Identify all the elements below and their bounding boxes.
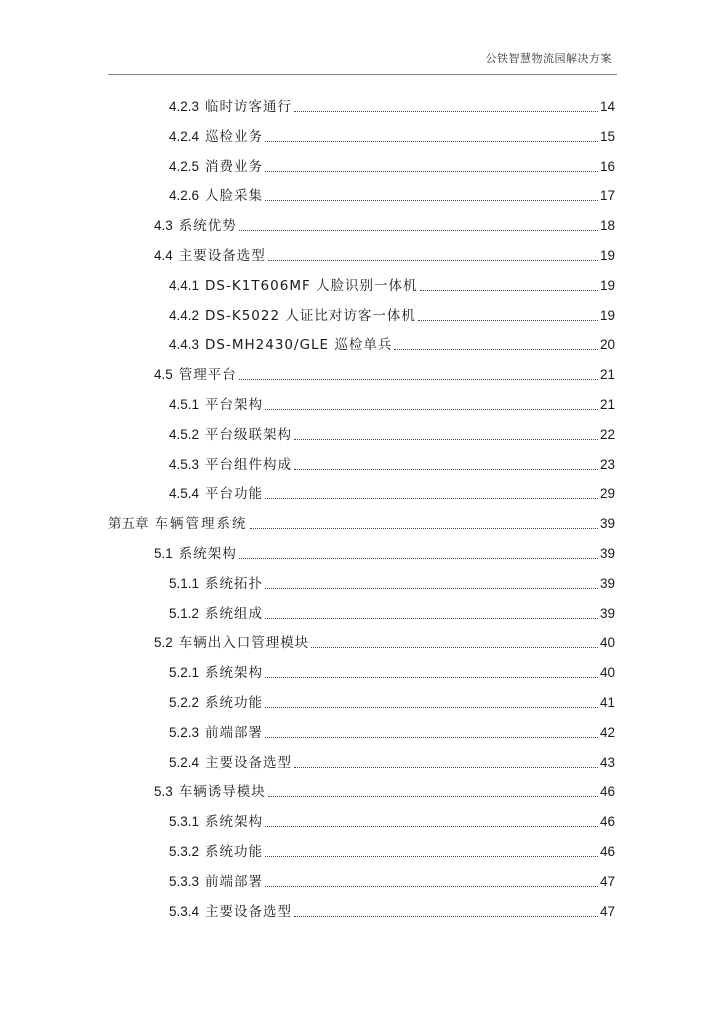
toc-entry-title: DS-K5022 人证比对访客一体机 [205, 307, 416, 324]
toc-entry-title: 平台功能 [205, 486, 264, 503]
toc-dot-leader [265, 498, 598, 499]
toc-dot-leader [250, 528, 598, 529]
toc-entry-number: 5.3.1 [169, 814, 200, 830]
toc-entry-label [169, 277, 418, 295]
toc-entry-page-number: 47 [599, 903, 615, 919]
toc-entry-page-number: 16 [599, 158, 615, 174]
toc-entry[interactable] [169, 303, 615, 325]
toc-dot-leader [265, 409, 598, 410]
toc-entry-label [169, 396, 263, 414]
toc-entry-number: 5.3.2 [169, 844, 200, 859]
toc-dot-leader [265, 588, 598, 589]
toc-entry-label [169, 456, 292, 474]
toc-entry-label [169, 813, 263, 831]
toc-entry-number: 4.5.4 [169, 486, 200, 502]
toc-entry[interactable] [154, 779, 615, 801]
toc-entry-title: 人脸采集 [205, 188, 264, 205]
toc-entry-page-number: 40 [599, 635, 615, 651]
toc-entry[interactable] [169, 571, 615, 593]
toc-dot-leader [294, 916, 598, 917]
toc-entry-label [169, 873, 263, 891]
toc-entry-label [169, 694, 263, 712]
toc-dot-leader [265, 737, 598, 738]
toc-entry-label [169, 187, 263, 205]
toc-entry-number: 5.2.3 [169, 724, 200, 740]
toc-entry[interactable] [169, 899, 615, 921]
toc-entry-number: 4.5.2 [169, 426, 200, 442]
toc-entry-number: 4.4.1 [169, 277, 200, 293]
toc-entry-page-number: 46 [599, 844, 615, 859]
toc-entry-label [169, 307, 416, 325]
toc-dot-leader [294, 439, 598, 440]
toc-dot-leader [239, 230, 598, 231]
toc-dot-leader [265, 886, 598, 887]
toc-entry-label [169, 485, 263, 503]
toc-entry-title: 车辆管理系统 [154, 516, 248, 533]
toc-entry[interactable] [169, 452, 615, 474]
toc-entry-title: 临时访客通行 [205, 99, 293, 115]
toc-entry-number: 4.2.5 [169, 158, 200, 174]
toc-entry[interactable] [154, 362, 615, 384]
toc-entry-label [169, 128, 263, 146]
toc-entry-title: DS-K1T606MF 人脸识别一体机 [205, 277, 418, 294]
toc-entry-label [169, 605, 263, 623]
toc-entry-page-number: 40 [599, 665, 615, 681]
toc-entry-title: 系统功能 [205, 844, 264, 860]
toc-dot-leader [239, 558, 598, 559]
toc-dot-leader [265, 677, 598, 678]
header-divider [108, 74, 617, 75]
toc-entry-page-number: 29 [599, 486, 615, 502]
toc-entry-number: 5.1.2 [169, 605, 200, 621]
toc-dot-leader [311, 647, 598, 648]
toc-entry-title: 主要设备选型 [205, 903, 293, 920]
toc-dot-leader [294, 469, 598, 470]
toc-entry-title: 平台级联架构 [205, 426, 293, 443]
toc-dot-leader [265, 141, 598, 142]
toc-entry[interactable] [169, 273, 615, 295]
toc-entry-title: 系统架构 [205, 814, 264, 831]
toc-entry-label [154, 545, 237, 563]
toc-entry[interactable] [169, 720, 615, 742]
toc-entry-title: 系统功能 [205, 695, 264, 711]
toc-entry-page-number: 39 [599, 516, 615, 532]
toc-entry-title: 巡检业务 [205, 128, 264, 145]
toc-entry-label [169, 903, 292, 921]
toc-entry-number: 4.4.2 [169, 307, 200, 323]
toc-entry-number: 5.2.2 [169, 695, 200, 710]
toc-entry-page-number: 46 [599, 784, 615, 800]
toc-entry-number: 5.1 [154, 546, 173, 561]
toc-entry[interactable] [169, 660, 615, 682]
toc-entry[interactable] [169, 750, 615, 772]
toc-entry-number: 4.4 [154, 248, 173, 263]
toc-entry-page-number: 39 [599, 575, 615, 591]
toc-entry[interactable] [169, 183, 615, 205]
toc-entry-number: 5.2.4 [169, 754, 200, 770]
toc-entry-number: 第五章 [108, 516, 149, 532]
toc-entry-title: 系统架构 [178, 546, 237, 562]
toc-dot-leader [265, 707, 598, 708]
toc-entry-title: 消费业务 [205, 158, 264, 175]
toc-entry-label [154, 247, 266, 265]
toc-entry-page-number: 23 [599, 456, 615, 472]
toc-entry-page-number: 46 [599, 814, 615, 830]
toc-entry-title: 管理平台 [178, 367, 237, 384]
toc-entry-label [169, 843, 263, 861]
toc-entry-number: 4.4.3 [169, 337, 200, 353]
toc-entry-page-number: 19 [599, 248, 615, 263]
toc-dot-leader [265, 618, 598, 619]
toc-dot-leader [294, 111, 598, 112]
toc-entry-title: 车辆出入口管理模块 [178, 635, 310, 652]
toc-entry-page-number: 22 [599, 426, 615, 442]
toc-entry-label [169, 664, 263, 682]
toc-entry[interactable] [169, 332, 615, 354]
toc-entry-page-number: 17 [599, 188, 615, 204]
toc-entry-number: 4.2.6 [169, 188, 200, 204]
toc-entry-title: 系统优势 [178, 218, 237, 235]
toc-entry[interactable] [169, 869, 615, 891]
toc-entry[interactable] [169, 124, 615, 146]
toc-entry-title: 平台架构 [205, 397, 264, 413]
toc-entry-number: 5.3.3 [169, 873, 200, 889]
toc-entry-label [169, 98, 292, 116]
toc-entry-label [169, 754, 292, 772]
toc-entry-title: 主要设备选型 [205, 754, 293, 771]
toc-entry-label [169, 336, 392, 354]
toc-entry[interactable] [108, 511, 615, 533]
toc-entry-page-number: 39 [599, 546, 615, 561]
toc-dot-leader [420, 290, 598, 291]
toc-dot-leader [268, 796, 598, 797]
toc-entry-title: 前端部署 [205, 724, 264, 741]
toc-entry[interactable] [169, 839, 615, 861]
toc-entry-number: 5.3.4 [169, 903, 200, 919]
toc-entry-label [154, 783, 266, 801]
toc-dot-leader [294, 767, 598, 768]
toc-entry[interactable] [169, 690, 615, 712]
toc-entry-label [154, 634, 309, 652]
toc-entry-title: 系统组成 [205, 605, 264, 622]
toc-entry-label [154, 217, 237, 235]
toc-entry[interactable] [169, 154, 615, 176]
toc-entry-page-number: 20 [599, 337, 615, 353]
toc-dot-leader [265, 826, 598, 827]
toc-entry-page-number: 39 [599, 605, 615, 621]
toc-entry-number: 4.3 [154, 218, 173, 234]
toc-entry-page-number: 21 [599, 397, 615, 412]
toc-entry-page-number: 19 [599, 307, 615, 323]
toc-entry-label [169, 724, 263, 742]
toc-entry-number: 4.5 [154, 367, 173, 383]
toc-dot-leader [265, 856, 598, 857]
toc-entry-title: DS-MH2430/GLE 巡检单兵 [205, 337, 393, 354]
toc-entry[interactable] [169, 481, 615, 503]
toc-entry-label [169, 426, 292, 444]
toc-entry-number: 5.2.1 [169, 665, 200, 681]
toc-entry-number: 4.5.1 [169, 397, 200, 412]
toc-entry-title: 系统架构 [205, 665, 264, 682]
toc-entry-page-number: 19 [599, 277, 615, 293]
toc-entry-title: 车辆诱导模块 [178, 784, 266, 801]
toc-entry-number: 5.2 [154, 635, 173, 651]
toc-entry-title: 系统拓扑 [205, 575, 264, 592]
toc-dot-leader [418, 320, 598, 321]
toc-dot-leader [268, 260, 598, 261]
toc-entry-title: 主要设备选型 [178, 248, 266, 264]
toc-entry-number: 4.2.3 [169, 99, 200, 114]
toc-entry[interactable] [154, 630, 615, 652]
toc-entry-number: 5.1.1 [169, 575, 200, 591]
toc-entry-number: 4.2.4 [169, 128, 200, 144]
toc-entry-number: 4.5.3 [169, 456, 200, 472]
toc-entry[interactable] [169, 809, 615, 831]
toc-dot-leader [265, 200, 598, 201]
toc-entry[interactable] [169, 422, 615, 444]
toc-entry-page-number: 14 [599, 99, 615, 114]
toc-entry-label [154, 366, 237, 384]
page-header-title: 公铁智慧物流园解决方案 [485, 52, 612, 65]
toc-dot-leader [394, 349, 598, 350]
toc-entry-label [169, 575, 263, 593]
toc-entry-label [108, 515, 248, 533]
toc-entry-page-number: 41 [599, 695, 615, 710]
toc-entry-page-number: 21 [599, 367, 615, 383]
toc-entry-page-number: 42 [599, 724, 615, 740]
toc-entry[interactable] [169, 601, 615, 623]
toc-entry-title: 前端部署 [205, 873, 264, 890]
toc-entry[interactable] [154, 243, 615, 265]
toc-dot-leader [265, 171, 598, 172]
toc-entry[interactable] [154, 541, 615, 563]
toc-entry-page-number: 15 [599, 128, 615, 144]
toc-entry-title: 平台组件构成 [205, 456, 293, 473]
toc-entry-page-number: 47 [599, 873, 615, 889]
toc-dot-leader [239, 379, 598, 380]
toc-entry-page-number: 18 [599, 218, 615, 234]
toc-entry-label [169, 158, 263, 176]
toc-entry-number: 5.3 [154, 784, 173, 800]
toc-entry-page-number: 43 [599, 754, 615, 770]
toc-entry[interactable] [169, 94, 615, 116]
toc-entry[interactable] [154, 213, 615, 235]
toc-entry[interactable] [169, 392, 615, 414]
